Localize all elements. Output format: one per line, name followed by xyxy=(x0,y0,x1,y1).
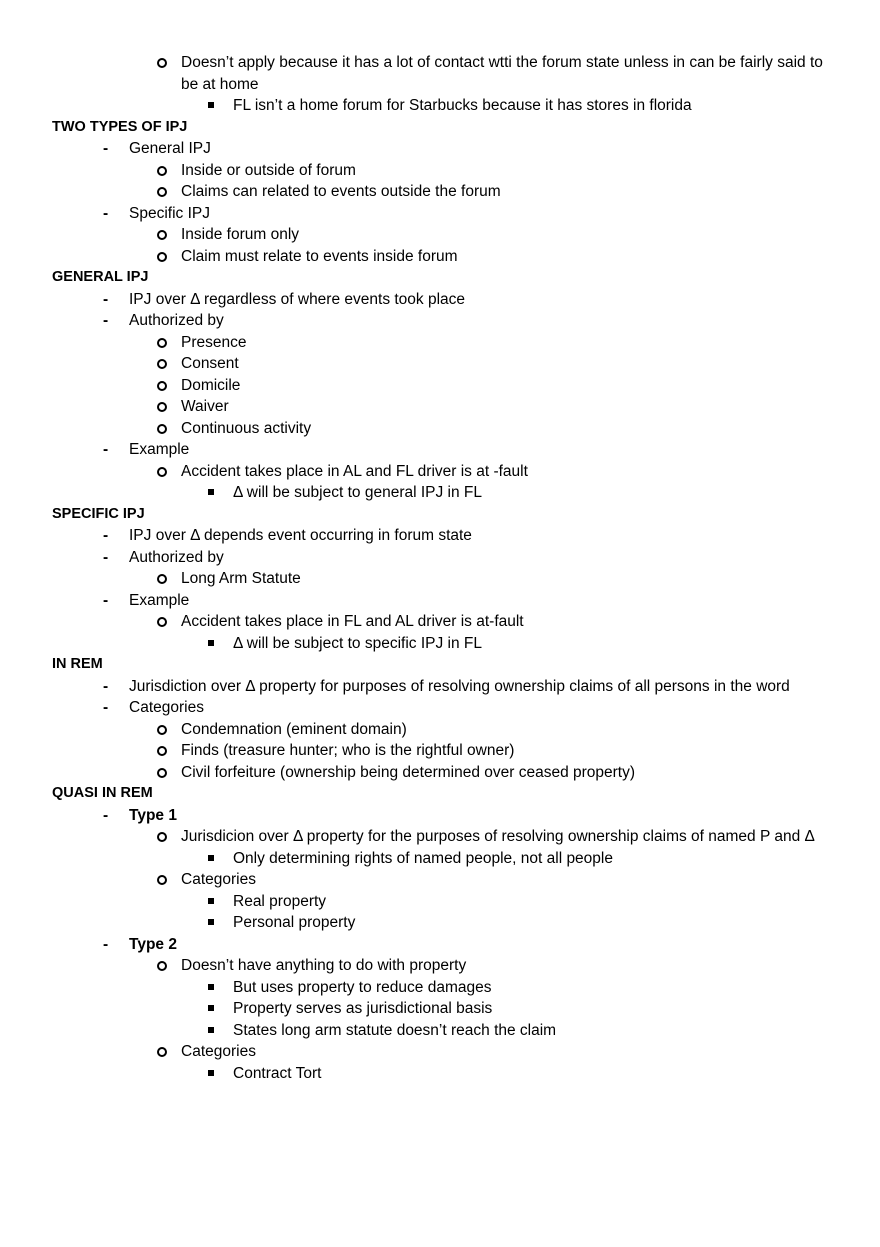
outline-item-level-3 xyxy=(0,998,880,1020)
outline-text: Jurisdicion over Δ property for the purposes of resolving ownership claims of named P and Δ xyxy=(181,828,815,845)
outline-item-level-3 xyxy=(0,848,880,870)
hollow-circle-bullet-icon xyxy=(157,768,167,778)
square-bullet-icon xyxy=(208,855,214,861)
outline-text: IPJ over Δ regardless of where events took place xyxy=(129,290,466,308)
outline-item-level-3 xyxy=(0,1020,880,1042)
outline-text: Authorized by xyxy=(129,548,224,566)
outline-item-level-1 xyxy=(0,934,880,956)
outline-item-level-2 xyxy=(0,181,880,203)
square-bullet-icon xyxy=(208,984,214,990)
outline-text: IPJ over Δ depends event occurring in forum state xyxy=(129,527,472,544)
outline-text: Categories xyxy=(129,699,204,716)
outline-text: Finds (treasure hunter; who is the rightful owner) xyxy=(181,742,515,759)
outline-text: But uses property to reduce damages xyxy=(233,978,492,996)
outline-item-level-1 xyxy=(0,525,880,547)
outline-text: Jurisdiction over Δ property for purposes of resolving ownership claims of all persons in the word xyxy=(129,677,790,695)
outline-item-level-2 xyxy=(0,826,880,848)
outline-text: Accident takes place in FL and AL driver is at-fault xyxy=(181,613,524,630)
hollow-circle-bullet-icon xyxy=(157,617,167,627)
hollow-circle-bullet-icon xyxy=(157,746,167,756)
outline-text: Waiver xyxy=(181,398,229,415)
outline-item-level-1 xyxy=(0,439,880,461)
outline-item-level-2 xyxy=(0,740,880,762)
dash-bullet-icon: - xyxy=(103,548,109,566)
outline-text: IN REM xyxy=(52,656,103,672)
outline-text: Consent xyxy=(181,355,239,372)
outline-text: Property serves as jurisdictional basis xyxy=(233,1000,493,1017)
section-heading xyxy=(0,783,880,805)
outline-text: GENERAL IPJ xyxy=(52,269,149,285)
outline-item-level-3 xyxy=(0,912,880,934)
outline-text: Δ will be subject to general IPJ in FL xyxy=(233,484,483,501)
square-bullet-icon xyxy=(208,1070,214,1076)
outline-item-level-3 xyxy=(0,482,880,504)
section-heading xyxy=(0,654,880,676)
outline-item-level-1 xyxy=(0,547,880,569)
section-heading xyxy=(0,504,880,526)
hollow-circle-bullet-icon xyxy=(157,187,167,197)
dash-bullet-icon: - xyxy=(103,204,109,222)
square-bullet-icon xyxy=(208,102,214,108)
outline-text: Type 1 xyxy=(129,806,177,824)
outline-item-level-3 xyxy=(0,633,880,655)
square-bullet-icon xyxy=(208,1005,214,1011)
outline-item-level-2 xyxy=(0,869,880,891)
outline-item-level-2 xyxy=(0,160,880,182)
outline-item-level-2 xyxy=(0,955,880,977)
outline-item-level-3 xyxy=(0,891,880,913)
outline-text: Authorized by xyxy=(129,312,224,329)
dash-bullet-icon: - xyxy=(103,591,109,609)
outline-item-level-1 xyxy=(0,590,880,612)
outline-text: Categories xyxy=(181,1043,256,1060)
outline-item-level-2 xyxy=(0,1041,880,1063)
outline-item-level-1 xyxy=(0,697,880,719)
outline-item-level-2 xyxy=(0,418,880,440)
outline-item-level-2 xyxy=(0,52,880,95)
outline-item-level-1 xyxy=(0,310,880,332)
hollow-circle-bullet-icon xyxy=(157,725,167,735)
outline-item-level-2 xyxy=(0,611,880,633)
outline-text: Inside forum only xyxy=(181,226,300,243)
dash-bullet-icon: - xyxy=(103,290,109,308)
square-bullet-icon xyxy=(208,898,214,904)
hollow-circle-bullet-icon xyxy=(157,832,167,842)
outline-text: Type 2 xyxy=(129,935,177,953)
square-bullet-icon xyxy=(208,489,214,495)
outline-text: Long Arm Statute xyxy=(181,570,301,587)
section-heading xyxy=(0,267,880,289)
outline-text: FL isn’t a home forum for Starbucks because it has stores in florida xyxy=(233,97,692,114)
outline-item-level-2 xyxy=(0,762,880,784)
outline-item-level-2 xyxy=(0,332,880,354)
outline-text: Personal property xyxy=(233,914,356,931)
document-page xyxy=(0,52,880,1084)
hollow-circle-bullet-icon xyxy=(157,467,167,477)
outline-text: Civil forfeiture (ownership being determined over ceased property) xyxy=(181,763,636,781)
outline-text: Continuous activity xyxy=(181,419,312,437)
square-bullet-icon xyxy=(208,1027,214,1033)
outline-item-level-2 xyxy=(0,568,880,590)
dash-bullet-icon: - xyxy=(103,677,109,695)
hollow-circle-bullet-icon xyxy=(157,359,167,369)
outline-item-level-1 xyxy=(0,676,880,698)
outline-item-level-1 xyxy=(0,805,880,827)
outline-text: Doesn’t have anything to do with property xyxy=(181,957,467,974)
outline-item-level-3 xyxy=(0,95,880,117)
hollow-circle-bullet-icon xyxy=(157,166,167,176)
dash-bullet-icon: - xyxy=(103,441,109,458)
outline-text: Claims can related to events outside the forum xyxy=(181,183,501,200)
square-bullet-icon xyxy=(208,640,214,646)
outline-item-level-2 xyxy=(0,719,880,741)
outline-item-level-3 xyxy=(0,977,880,999)
outline-text: Condemnation (eminent domain) xyxy=(181,720,407,738)
outline-item-level-1 xyxy=(0,138,880,160)
hollow-circle-bullet-icon xyxy=(157,58,167,68)
outline-item-level-2 xyxy=(0,246,880,268)
outline-text: Specific IPJ xyxy=(129,204,210,222)
outline-item-level-2 xyxy=(0,461,880,483)
outline-text: Only determining rights of named people, not all people xyxy=(233,849,613,867)
square-bullet-icon xyxy=(208,919,214,925)
hollow-circle-bullet-icon xyxy=(157,230,167,240)
section-heading xyxy=(0,117,880,139)
hollow-circle-bullet-icon xyxy=(157,424,167,434)
dash-bullet-icon: - xyxy=(103,935,109,953)
outline-item-level-2 xyxy=(0,396,880,418)
hollow-circle-bullet-icon xyxy=(157,961,167,971)
outline-text: Inside or outside of forum xyxy=(181,161,356,179)
hollow-circle-bullet-icon xyxy=(157,338,167,348)
outline-text: Δ will be subject to specific IPJ in FL xyxy=(233,634,482,652)
outline-item-level-2 xyxy=(0,224,880,246)
dash-bullet-icon: - xyxy=(103,699,109,716)
outline-text: Example xyxy=(129,591,190,609)
outline-text: Claim must relate to events inside forum xyxy=(181,247,458,265)
outline-text: Accident takes place in AL and FL driver is at -fault xyxy=(181,462,528,480)
dash-bullet-icon: - xyxy=(103,140,109,157)
outline-text: Domicile xyxy=(181,376,241,394)
outline-text: Presence xyxy=(181,333,247,351)
outline-item-level-2 xyxy=(0,353,880,375)
outline-text: TWO TYPES OF IPJ xyxy=(52,118,188,135)
outline-text: SPECIFIC IPJ xyxy=(52,505,145,522)
hollow-circle-bullet-icon xyxy=(157,1047,167,1057)
outline-text: Contract Tort xyxy=(233,1064,322,1082)
hollow-circle-bullet-icon xyxy=(157,574,167,584)
outline-item-level-3 xyxy=(0,1063,880,1085)
hollow-circle-bullet-icon xyxy=(157,875,167,885)
outline-item-level-1 xyxy=(0,289,880,311)
outline-text: Real property xyxy=(233,892,327,910)
outline-text: States long arm statute doesn’t reach the claim xyxy=(233,1021,557,1039)
outline-text: QUASI IN REM xyxy=(52,785,153,801)
outline-item-level-2 xyxy=(0,375,880,397)
outline-text: General IPJ xyxy=(129,140,211,157)
hollow-circle-bullet-icon xyxy=(157,402,167,412)
outline-text: Doesn’t apply because it has a lot of contact wtti the forum state unless in can be fairly said to be at home xyxy=(181,54,823,93)
dash-bullet-icon: - xyxy=(103,806,109,824)
dash-bullet-icon: - xyxy=(103,527,109,544)
outline-text: Categories xyxy=(181,871,256,888)
dash-bullet-icon: - xyxy=(103,312,109,329)
hollow-circle-bullet-icon xyxy=(157,381,167,391)
outline-item-level-1 xyxy=(0,203,880,225)
outline-text: Example xyxy=(129,441,190,458)
hollow-circle-bullet-icon xyxy=(157,252,167,262)
